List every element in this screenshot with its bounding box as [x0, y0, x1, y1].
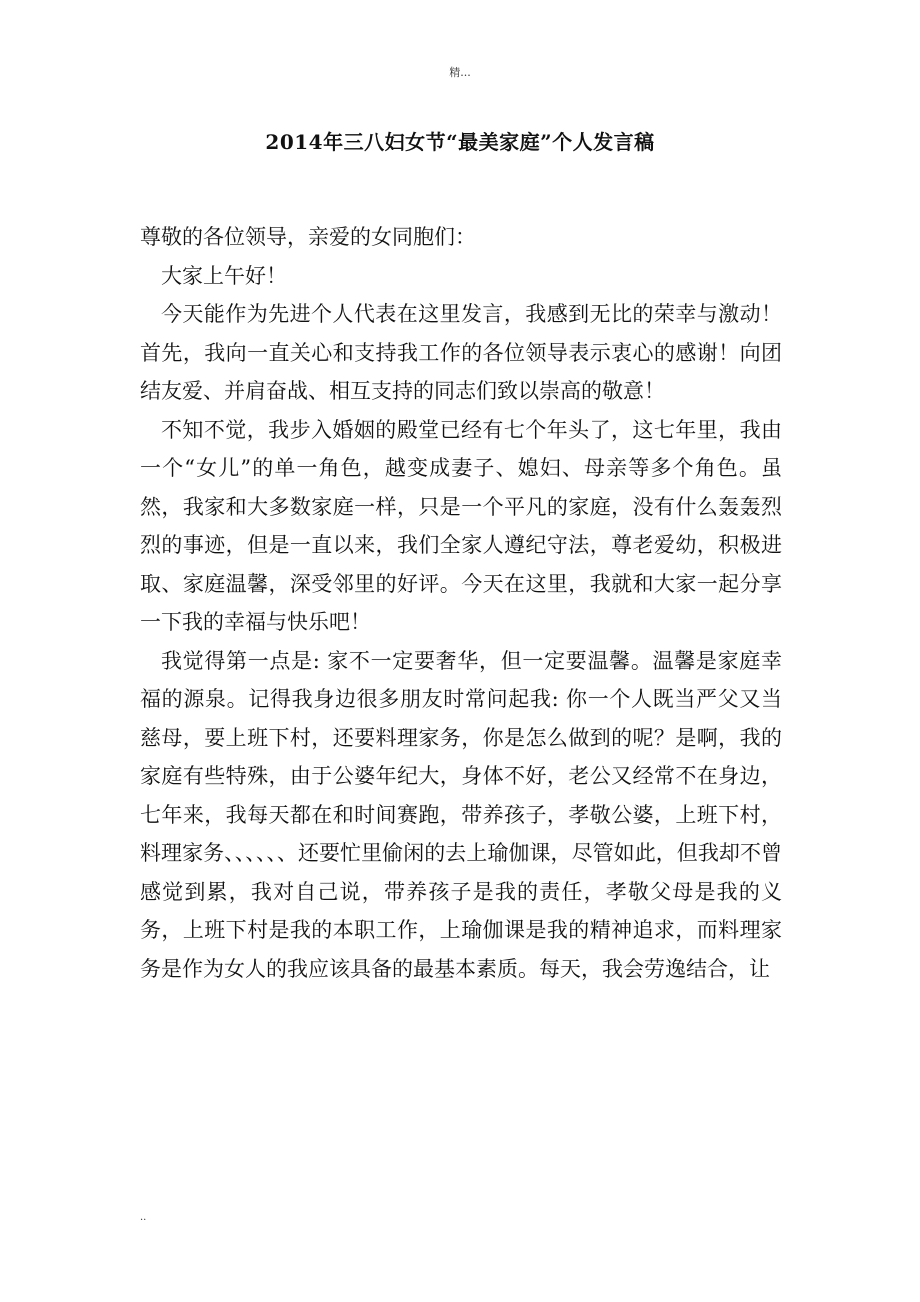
paragraph-family-intro: 不知不觉，我步入婚姻的殿堂已经有七个年头了，这七年里，我由一个“女儿”的单一角色，越变成妻子、媳妇、母亲等多个角色。虽然，我家和大多数家庭一样，只是一个平凡的家庭，没有什么轰轰烈烈的事迹，但是一直以来，我们全家人遵纪守法，尊老爱幼，积极进取、家庭温馨，深受邻里的好评。今天在这里，我就和大家一起分享一下我的幸福与快乐吧！ [140, 417, 782, 634]
document-title: 2014年三八妇女节“最美家庭”个人发言稿 [265, 130, 655, 154]
salutation: 尊敬的各位领导，亲爱的女同胞们： [140, 225, 476, 249]
header-mark: 精... [449, 66, 471, 79]
paragraph-thanks: 今天能作为先进个人代表在这里发言，我感到无比的荣幸与激动！首先，我向一直关心和支持我工作的各位领导表示衷心的感谢！向团结友爱、并肩奋战、相互支持的同志们致以崇高的敬意！ [140, 302, 782, 403]
paragraph-point-one: 我觉得第一点是: 家不一定要奢华，但一定要温馨。温馨是家庭幸福的源泉。记得我身边很多朋友时常问起我: 你一个人既当严父又当慈母，要上班下村，还要料理家务，你是怎么做到的呢？是啊，我的家庭有些特殊，由于公婆年纪大，身体不好，老公又经常不在身边，七年来，我每天都在和时间赛跑，带养孩子，孝敬公婆，上班下村，料理家务、、、、、、还要忙里偷闲的去上瑜伽课，尽管如此，但我却不曾感觉到累，我对自己说，带养孩子是我的责任，孝敬父母是我的义务，上班下村是我的本职工作，上瑜伽课是我的精神追求，而料理家务是作为女人的我应该具备的最基本素质。每天，我会劳逸结合，让 [140, 648, 782, 981]
paragraph-greeting: 大家上午好！ [161, 263, 287, 288]
document-body [140, 218, 782, 988]
footer-mark: .. [140, 1212, 147, 1223]
